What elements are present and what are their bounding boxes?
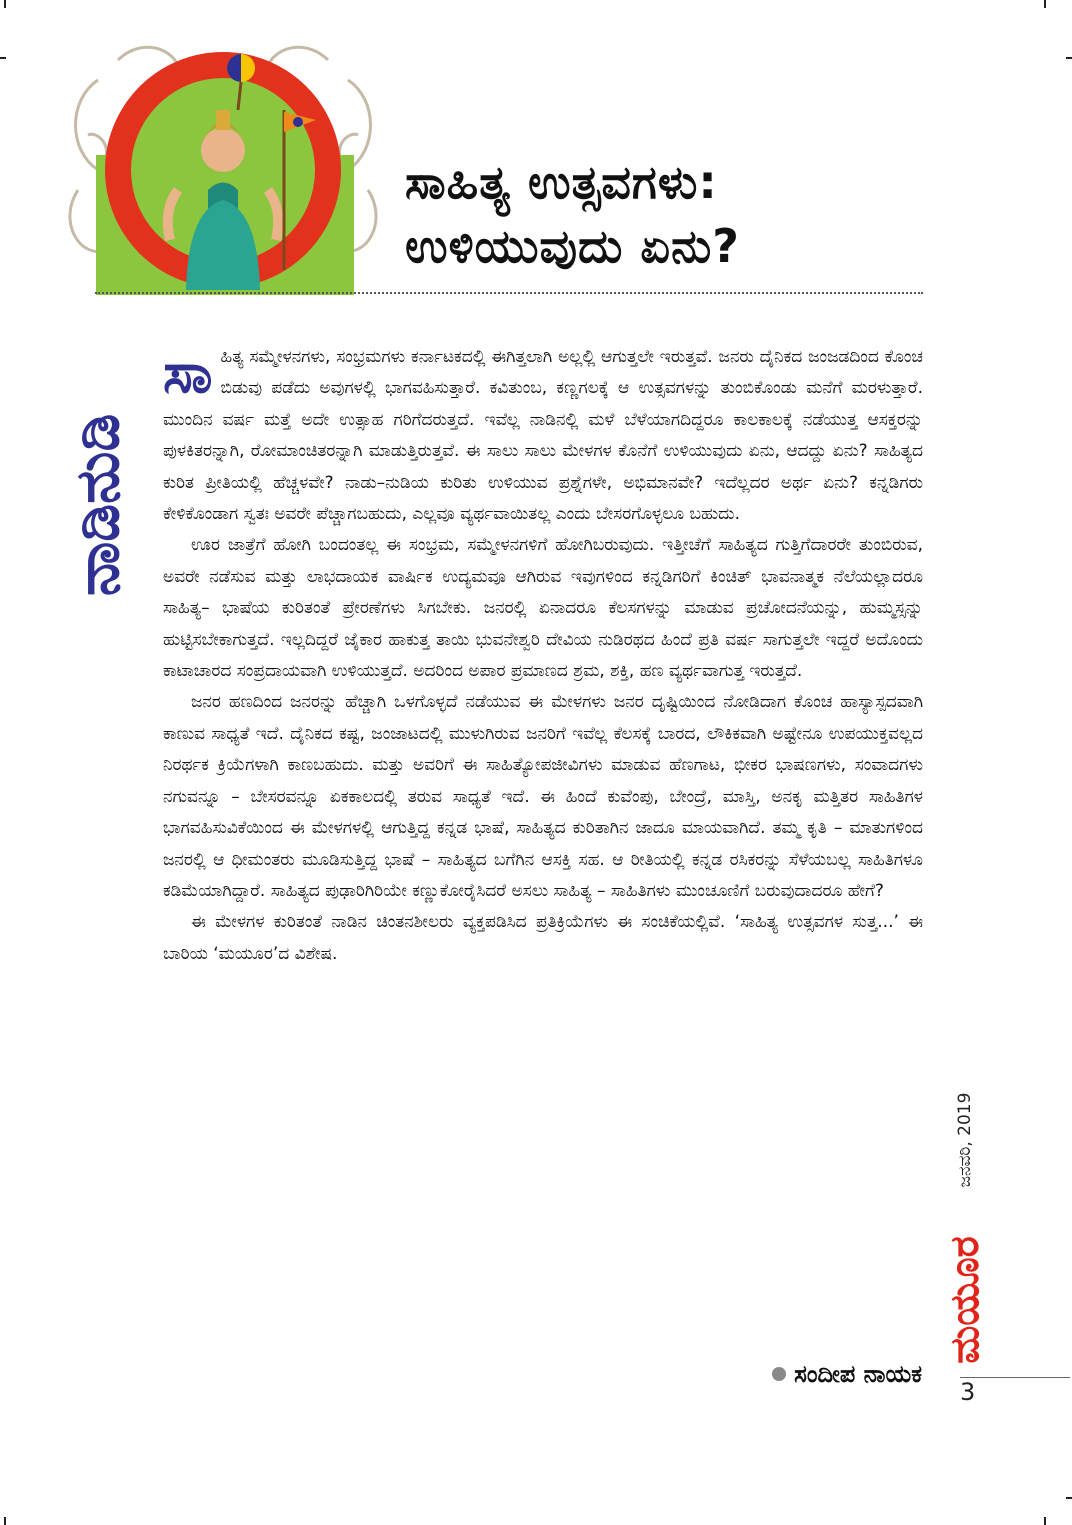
article-headline bbox=[405, 150, 925, 278]
article-paragraph: ಜನರ ಹಣದಿಂದ ಜನರನ್ನು ಹೆಚ್ಚಾಗಿ ಒಳಗೊಳ್ಳದೆ ನಡೆಯುವ ಈ ಮೇಳಗಳು ಜನರ ದೃಷ್ಟಿಯಿಂದ ನೋಡಿದಾಗ ಕೊಂಚ ಹಾಸ್ಯಾಸ್ಪದವಾಗಿ ಕಾಣುವ ಸಾಧ್ಯತೆ ಇದೆ. ದೈನಿಕದ ಕಷ್ಟ, ಜಂಜಾಟದಲ್ಲಿ ಮುಳುಗಿರುವ ಜನರಿಗೆ ಇವೆಲ್ಲ ಕೆಲಸಕ್ಕೆ ಬಾರದ, ಲೌಕಿಕವಾಗಿ ಅಷ್ಟೇನೂ ಉಪಯುಕ್ತವಲ್ಲದ ನಿರರ್ಥಕ ಕ್ರಿಯೆಗಳಾಗಿ ಕಾಣಬಹುದು. ಮತ್ತು ಅವರಿಗೆ ಈ ಸಾಹಿತ್ಯೋಪಜೀವಿಗಳು ಮಾಡುವ ಹೆಣಗಾಟ, ಭೀಕರ ಭಾಷಣಗಳು, ಸಂವಾದಗಳು ನಗುವನ್ನೂ – ಬೇಸರವನ್ನೂ ಏಕಕಾಲದಲ್ಲಿ ತರುವ ಸಾಧ್ಯತೆ ಇದೆ. ಈ ಹಿಂದೆ ಕುವೆಂಪು, ಬೇಂದ್ರೆ, ಮಾಸ್ತಿ, ಅನಕೃ ಮತ್ತಿತರ ಸಾಹಿತಿಗಳ ಭಾಗವಹಿಸುವಿಕೆಯಿಂದ ಈ ಮೇಳಗಳಲ್ಲಿ ಆಗುತ್ತಿದ್ದ ಕನ್ನಡ ಭಾಷೆ, ಸಾಹಿತ್ಯದ ಕುರಿತಾಗಿನ ಜಾದೂ ಮಾಯವಾಗಿದೆ. ತಮ್ಮ ಕೃತಿ – ಮಾತುಗಳಿಂದ ಜನರಲ್ಲಿ ಆ ಧೀಮಂತರು ಮೂಡಿಸುತ್ತಿದ್ದ ಭಾಷೆ – ಸಾಹಿತ್ಯದ ಬಗೆಗಿನ ಆಸಕ್ತಿ ಸಹ. ಆ ರೀತಿಯಲ್ಲಿ ಕನ್ನಡ ರಸಿಕರನ್ನು ಸೆಳೆಯಬಲ್ಲ ಸಾಹಿತಿಗಳೂ ಕಡಿಮೆಯಾಗಿದ್ದಾರೆ. ಸಾಹಿತ್ಯದ ಪುಢಾರಿಗಿರಿಯೇ ಕಣ್ಣುಕೋರೈಸಿದರೆ ಅಸಲು ಸಾಹಿತ್ಯ – ಸಾಹಿತಿಗಳು ಮುಂಚೂಣಿಗೆ ಬರುವುದಾದರೂ ಹೇಗೆ? bbox=[163, 692, 923, 901]
section-label bbox=[62, 345, 134, 665]
crop-mark-bottom-side bbox=[1066, 1497, 1072, 1499]
author-byline bbox=[772, 1360, 922, 1388]
article-paragraph: ಊರ ಜಾತ್ರೆಗೆ ಹೋಗಿ ಬಂದಂತಲ್ಲ ಈ ಸಂಭ್ರಮ, ಸಮ್ಮೇಳನಗಳಿಗೆ ಹೋಗಿಬರುವುದು. ಇತ್ತೀಚೆಗೆ ಸಾಹಿತ್ಯದ ಗುತ್ತಿಗೆದಾರರೇ ತುಂಬಿರುವ, ಅವರೇ ನಡೆಸುವ ಮತ್ತು ಲಾಭದಾಯಕ ವಾರ್ಷಿಕ ಉದ್ಯಮವೂ ಆಗಿರುವ ಇವುಗಳಿಂದ ಕನ್ನಡಿಗರಿಗೆ ಕಿಂಚಿತ್ ಭಾವನಾತ್ಮಕ ನೆಲೆಯಲ್ಲಾದರೂ ಸಾಹಿತ್ಯ– ಭಾಷೆಯ ಕುರಿತಂತೆ ಪ್ರೇರಣೆಗಳು ಸಿಗಬೇಕು. ಜನರಲ್ಲಿ ಏನಾದರೂ ಕೆಲಸಗಳನ್ನು ಮಾಡುವ ಪ್ರಚೋದನೆಯನ್ನು, ಹುಮ್ಮಸ್ಸನ್ನು ಹುಟ್ಟಿಸಬೇಕಾಗುತ್ತದೆ. ಇಲ್ಲದಿದ್ದರೆ ಜೈಕಾರ ಹಾಕುತ್ತ ತಾಯಿ ಭುವನೇಶ್ವರಿ ದೇವಿಯ ನುಡಿರಥದ ಹಿಂದೆ ಪ್ರತಿ ವರ್ಷ ಸಾಗುತ್ತಲೇ ಇದ್ದರೆ ಅದೊಂದು ಕಾಟಾಚಾರದ ಸಂಪ್ರದಾಯವಾಗಿ ಉಳಿಯುತ್ತದೆ. ಅದರಿಂದ ಅಪಾರ ಪ್ರಮಾಣದ ಶ್ರಮ, ಶಕ್ತಿ, ಹಣ ವ್ಯರ್ಥವಾಗುತ್ತ ಇರುತ್ತದೆ. bbox=[163, 535, 923, 682]
bullet-icon bbox=[772, 1367, 786, 1381]
article-paragraph: ಈ ಮೇಳಗಳ ಕುರಿತಂತೆ ನಾಡಿನ ಚಿಂತನಶೀಲರು ವ್ಯಕ್ತಪಡಿಸಿದ ಪ್ರತಿಕ್ರಿಯೆಗಳು ಈ ಸಂಚಿಕೆಯಲ್ಲಿವೆ. ‘ಸಾಹಿತ್ಯ ಉತ್ಸವಗಳ ಸುತ್ತ...’ ಈ ಬಾರಿಯ ‘ಮಯೂರ’ದ ವಿಶೇಷ. bbox=[163, 912, 923, 964]
crop-mark-right bbox=[1066, 57, 1072, 59]
crop-mark-left bbox=[0, 57, 6, 59]
article-body bbox=[163, 342, 923, 970]
issue-date bbox=[935, 1075, 995, 1205]
issue-date-text: ಜನವರಿ, 2019 bbox=[955, 1092, 975, 1188]
headline-line-1: ಸಾಹಿತ್ಯ ಉತ್ಸವಗಳು: bbox=[405, 155, 718, 209]
headline-divider bbox=[95, 292, 923, 294]
article-paragraph bbox=[163, 342, 923, 530]
page-number-rule bbox=[960, 1377, 1070, 1378]
crop-mark-bottom-right bbox=[1044, 1517, 1046, 1525]
author-name: ಸಂದೀಪ ನಾಯಕ bbox=[794, 1360, 922, 1388]
goddess-emblem-illustration bbox=[58, 40, 388, 295]
page-number: 3 bbox=[960, 1378, 976, 1406]
headline-line-2: ಉಳಿಯುವುದು ಏನು? bbox=[405, 219, 740, 273]
paragraph-text: ಹಿತ್ಯ ಸಮ್ಮೇಳನಗಳು, ಸಂಭ್ರಮಗಳು ಕರ್ನಾಟಕದಲ್ಲಿ ಈಗಿತ್ತಲಾಗಿ ಅಲ್ಲಲ್ಲಿ ಆಗುತ್ತಲೇ ಇರುತ್ತವೆ. ಜನರು ದೈನಿಕದ ಜಂಜಡದಿಂದ ಕೊಂಚ ಬಿಡುವು ಪಡೆದು ಅವುಗಳಲ್ಲಿ ಭಾಗವಹಿಸುತ್ತಾರೆ. ಕವಿತುಂಬ, ಕಣ್ಣಗಲಕ್ಕೆ ಆ ಉತ್ಸವಗಳನ್ನು ತುಂಬಿಕೊಂಡು ಮನೆಗೆ ಮರಳುತ್ತಾರೆ. ಮುಂದಿನ ವರ್ಷ ಮತ್ತೆ ಅದೇ ಉತ್ಸಾಹ ಗರಿಗೆದರುತ್ತದೆ. ಇವೆಲ್ಲ ನಾಡಿನಲ್ಲಿ ಮಳೆ ಬೆಳೆಯಾಗದಿದ್ದರೂ ಕಾಲಕಾಲಕ್ಕೆ ನಡೆಯುತ್ತ ಆಸಕ್ತರನ್ನು ಪುಳಕಿತರನ್ನಾಗಿ, ರೋಮಾಂಚಿತರನ್ನಾಗಿ ಮಾಡುತ್ತಿರುತ್ತವೆ. ಈ ಸಾಲು ಸಾಲು ಮೇಳಗಳ ಕೊನೆಗೆ ಉಳಿಯುವುದು ಏನು, ಆದದ್ದು ಏನು? ಸಾಹಿತ್ಯದ ಕುರಿತ ಪ್ರೀತಿಯಲ್ಲಿ ಹೆಚ್ಚಳವೇ? ನಾಡು–ನುಡಿಯ ಕುರಿತು ಉಳಿಯುವ ಪ್ರಶ್ನೆಗಳೇ, ಅಭಿಮಾನವೇ? ಇದೆಲ್ಲದರ ಅರ್ಥ ಏನು? ಕನ್ನಡಿಗರು ಕೇಳಿಕೊಂಡಾಗ ಸ್ವತಃ ಅವರೇ ಪೆಚ್ಚಾಗಬಹುದು, ಎಲ್ಲವೂ ವ್ಯರ್ಥವಾಯಿತಲ್ಲ ಎಂದು ಬೇಸರಗೊಳ್ಳಲೂ ಬಹುದು. bbox=[163, 347, 923, 525]
crop-mark-bottom-left bbox=[4, 1517, 6, 1525]
crop-mark-top-left bbox=[4, 0, 6, 8]
drop-cap: ಸಾ bbox=[163, 341, 213, 406]
magazine-name-text: ಮಯೂರ bbox=[942, 1236, 988, 1364]
section-label-text: ನಾಡಿನುಡಿ bbox=[63, 413, 133, 597]
crop-mark-top-right bbox=[1044, 0, 1046, 8]
magazine-logo bbox=[935, 1225, 995, 1375]
